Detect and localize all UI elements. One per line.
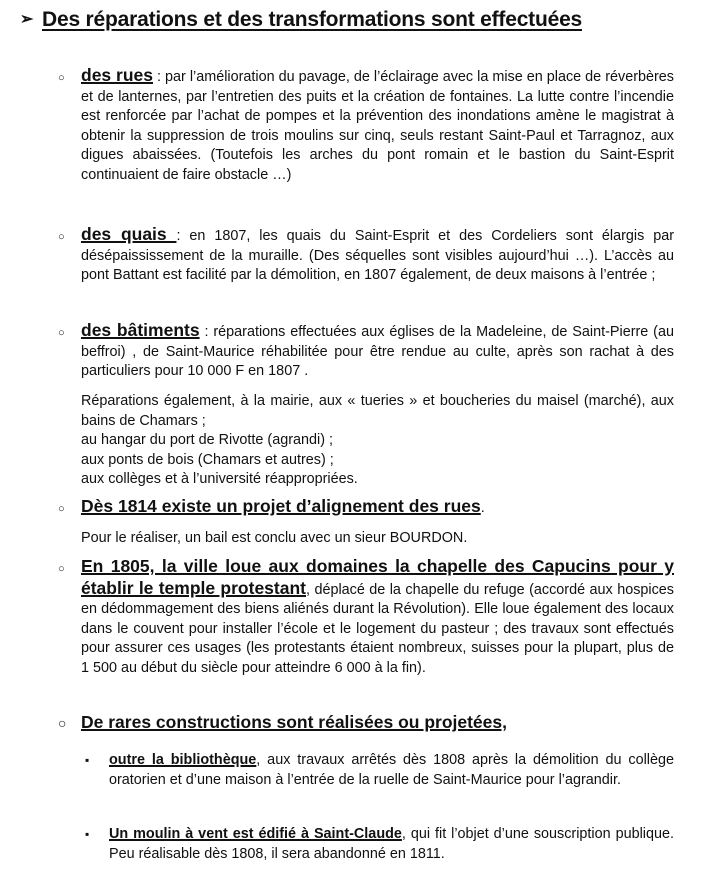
list-item-rues (58, 66, 674, 186)
circle-bullet-icon: ○ (58, 715, 67, 731)
item-text: . (480, 500, 485, 516)
alignement-extra-paragraph: Pour le réaliser, un bail est conclu avec un sieur BOURDON. (81, 530, 468, 546)
circle-bullet-icon: ○ (58, 231, 65, 243)
subitem-title: Un moulin à vent est édifié à Saint-Claude (109, 826, 402, 842)
paragraph-line: aux collèges et à l’université réappropriées. (81, 471, 358, 488)
circle-bullet-icon: ○ (58, 563, 65, 575)
section-title: Des réparations et des transformations sont effectuées (42, 8, 583, 31)
subitem-moulin (85, 825, 674, 864)
item-title: Dès 1814 existe un projet d’alignement des rues (81, 496, 481, 516)
item-title: En 1805, la ville loue aux domaines la chapelle des Capucins pour y établir le temple protestant (81, 556, 674, 598)
batiments-extra-paragraph (81, 392, 674, 490)
item-title: des rues (81, 65, 153, 85)
square-bullet-icon: ▪ (85, 753, 90, 767)
item-text: : en 1807, les quais du Saint-Esprit et des Cordeliers sont élargis par désépaississement de la muraille. (Des séquelles sont visibles aujourd’hui …). L’accès au pont Battant est facilité par la démolition, en 1807 également, de deux maisons à l’entrée ; (81, 228, 674, 284)
list-item-capucins (58, 557, 674, 679)
subitem-bibliotheque (85, 751, 674, 790)
paragraph-line: au hangar du port de Rivotte (agrandi) ; (81, 432, 333, 449)
circle-bullet-icon: ○ (58, 503, 65, 515)
list-item-alignement (58, 497, 674, 519)
list-item-quais (58, 225, 674, 286)
item-title: des quais (81, 224, 177, 244)
item-text: , déplacé de la chapelle du refuge (accordé aux hospices en dédommagement des biens aliénés durant la Révolution). Elle loue également des locaux dans le couvent pour installer l’école et le logement du pasteur ; des travaux sont effectués pour assurer ces usages (les protestants étaient nombreux, suisses pour la plupart, plus de 1 500 au début du siècle pour atteindre 6 000 à la fin). (81, 581, 674, 676)
arrow-bullet-icon: ➢ (20, 11, 34, 28)
circle-bullet-icon: ○ (58, 327, 65, 339)
paragraph-line: aux ponts de bois (Chamars et autres) ; (81, 451, 334, 468)
item-title: De rares constructions sont réalisées ou projetées, (81, 712, 507, 732)
item-text: : par l’amélioration du pavage, de l’éclairage avec la mise en place de réverbères et de lanternes, par l’entretien des puits et la création de fontaines. La lutte contre l’incendie est renforcée par l’achat de pompes et la prévention des inondations amène le magistrat à obtenir la suppression de trois moulins sur cinq, seuls restant Saint-Paul et Tarragnoz, aux digues abaissées. (Toutefois les arches du pont romain et le bastion du Saint-Esprit continuaient de faire obstacle …) (81, 69, 674, 183)
circle-bullet-icon: ○ (58, 72, 65, 84)
item-text: : réparations effectuées aux églises de la Madeleine, de Saint-Pierre (au beffroi) , de Saint-Maurice réhabilitée pour être rendue au culte, après son rachat à des particuliers pour 10 000 F en 1807 . (81, 324, 674, 380)
list-item-batiments (58, 321, 674, 382)
item-title: des bâtiments (81, 320, 200, 340)
subitem-title: outre la bibliothèque (109, 752, 257, 768)
subitem-text: , qui fit l’objet d’une souscription publique. Peu réalisable dès 1808, il sera abandonné en 1811. (109, 826, 674, 862)
list-item-constructions (58, 713, 674, 735)
subitem-text: , aux travaux arrêtés dès 1808 après la démolition du collège oratorien et d’une maison à l’entrée de la ruelle de Saint-Maurice pour l’agrandir. (109, 752, 674, 788)
section-heading (20, 8, 582, 32)
square-bullet-icon: ▪ (85, 827, 90, 841)
paragraph-line: Réparations également, à la mairie, aux « tueries » et boucheries du maisel (marché), aux bains de Chamars ; (81, 393, 674, 429)
